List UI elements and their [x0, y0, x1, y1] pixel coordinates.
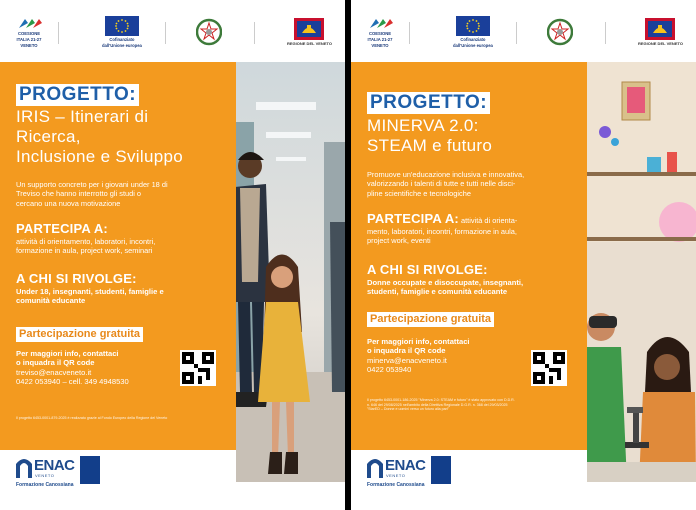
photo-steam-lab [587, 62, 696, 482]
divider [254, 22, 255, 44]
regione-veneto-logo: REGIONE DEL VENETO [287, 18, 332, 54]
enac-logo: ENAC VENETO Formazione Canossiana [367, 457, 426, 488]
rivolge-audience: Donne occupate e disoccupate, insegnanti, studenti, famiglie e comunità educante [367, 278, 524, 297]
free-participation-badge: Partecipazione gratuita [16, 324, 143, 342]
project-intro: Promuove un'educazione inclusiva e innovativa, valorizzando i talenti di tutte e tutti nelle disci- pline scientifiche e tecnologiche [367, 170, 525, 198]
eu-flag-logo: Cofinanziato dall'Unione europea [102, 16, 142, 52]
project-title: IRIS – Itinerari di Ricerca, Inclusione e Sviluppo [16, 107, 183, 166]
coesione-italia-logo: COESIONE ITALIA 21-27 VENETO [16, 16, 42, 52]
italy-emblem [196, 18, 222, 54]
contact-phone[interactable]: 0422 053940 [367, 365, 412, 375]
logo-bar [351, 0, 696, 62]
partecipa-activities: attività di orientamento, laboratori, incontri, formazione in aula, project work, seminari [16, 237, 156, 256]
fine-print: Il progetto 6453-0001-879-2025 è realizzato grazie al Fondo Europeo della Regione del Veneto [16, 416, 168, 420]
logo-bar [0, 0, 345, 62]
free-participation-badge: Partecipazione gratuita [367, 309, 494, 327]
eu-flag-logo: Cofinanziato dall'Unione europea [453, 16, 493, 52]
divider [165, 22, 166, 44]
regione-veneto-logo: REGIONE DEL VENETO [638, 18, 683, 54]
contact-info: Per maggiori info, contattaci o inquadra il QR code minerva@enacveneto.it 0422 053940 [367, 337, 470, 375]
partner-badge [80, 456, 100, 484]
rivolge-heading: A CHI SI RIVOLGE: [16, 271, 137, 286]
qr-code[interactable] [180, 350, 216, 386]
italy-emblem [547, 18, 573, 54]
qr-code[interactable] [531, 350, 567, 386]
partecipa-heading: PARTECIPA A: attività di orienta- [367, 211, 518, 226]
contact-phone[interactable]: 0422 053940 – cell. 349 4948530 [16, 377, 129, 387]
project-badge: PROGETTO: [367, 92, 490, 114]
rivolge-audience: Under 18, insegnanti, studenti, famiglie e comunità educante [16, 287, 164, 306]
contact-email[interactable]: minerva@enacveneto.it [367, 355, 447, 365]
divider [58, 22, 59, 44]
project-badge: PROGETTO: [16, 84, 139, 106]
partner-badge [431, 456, 451, 484]
contact-email[interactable]: treviso@enacveneto.it [16, 367, 92, 377]
project-intro: Un supporto concreto per i giovani under 18 di Treviso che hanno interrotto gli studi o cercano una nuova motivazione [16, 180, 168, 208]
project-title: MINERVA 2.0: STEAM e futuro [367, 116, 493, 155]
poster-iris [0, 0, 345, 510]
divider [409, 22, 410, 44]
divider [605, 22, 606, 44]
contact-info: Per maggiori info, contattaci o inquadra il QR code treviso@enacveneto.it 0422 053940 – cell. 349 4948530 [16, 349, 129, 387]
enac-logo: ENAC VENETO Formazione Canossiana [16, 457, 75, 488]
coesione-italia-logo: COESIONE ITALIA 21-27 VENETO [367, 16, 393, 52]
fine-print: Il progetto 6453-0001-186-2025 "Minerva 2.0: STEAM e futuro" è stato approvato con D.D.R. n. 646 del 29/08/2025 nell'ambito della Direttiva Regionale D.G.R. n. 368 del 29/03/2025 "StarED – Donne e uomini verso un futuro alla pari" [367, 398, 515, 411]
rivolge-heading: A CHI SI RIVOLGE: [367, 262, 488, 277]
partecipa-heading: PARTECIPA A: [16, 221, 108, 236]
photo-students-hallway [236, 62, 345, 482]
divider [516, 22, 517, 44]
partecipa-activities: mento, laboratori, incontri, formazione in aula, project work, eventi [367, 227, 517, 246]
poster-minerva [351, 0, 696, 510]
